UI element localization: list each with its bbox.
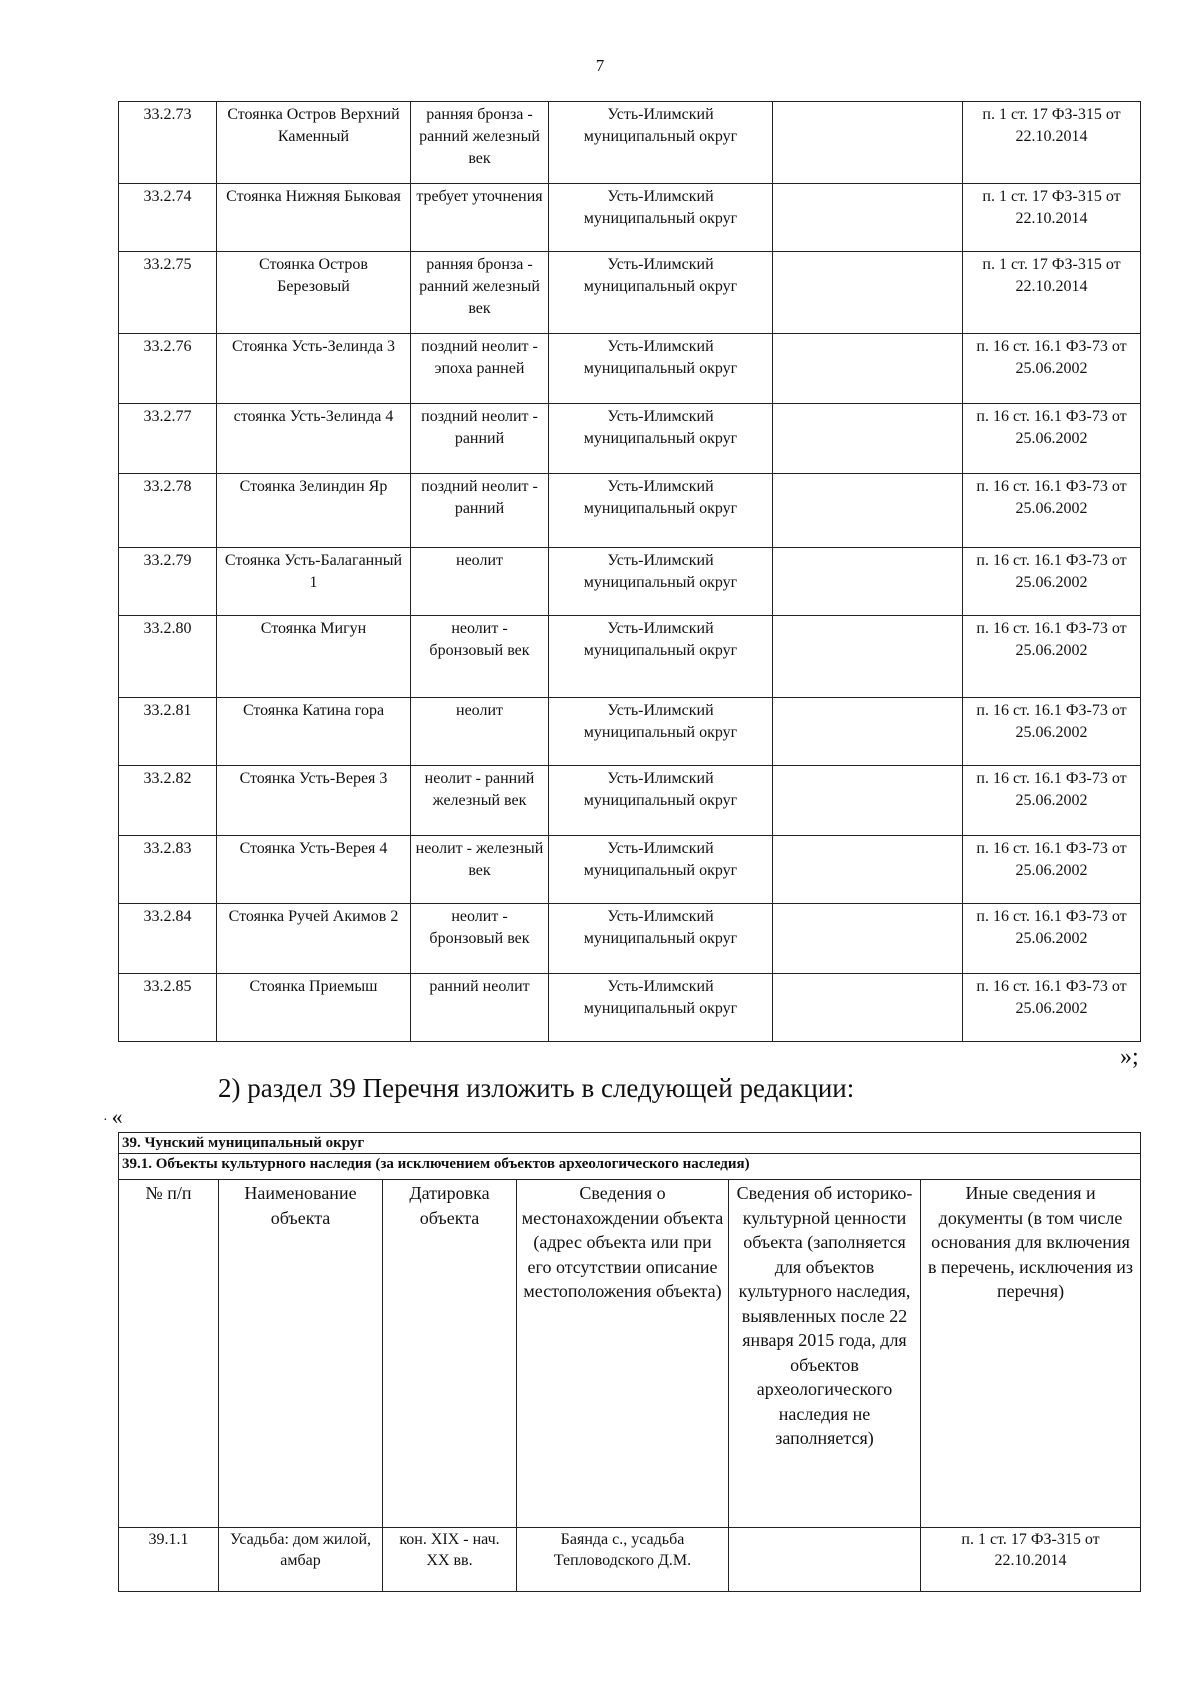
cell-other-documents: п. 16 ст. 16.1 ФЗ-73 от 25.06.2002 [963,334,1141,404]
table-row [119,334,1141,404]
table-row [119,974,1141,1042]
cell-other-documents: п. 16 ст. 16.1 ФЗ-73 от 25.06.2002 [963,698,1141,766]
table-row [119,1528,1141,1592]
closing-quote: »; [1120,1044,1139,1070]
table-row [119,548,1141,616]
cell-name: Стоянка Нижняя Быковая [217,184,411,252]
table-row [119,252,1141,334]
cell-name: Стоянка Усть-Зелинда 3 [217,334,411,404]
cell-other-documents: п. 16 ст. 16.1 ФЗ-73 от 25.06.2002 [963,616,1141,698]
cell-location: Баянда с., усадьба Тепловодского Д.М. [517,1528,729,1592]
cell-name: Стоянка Усть-Верея 4 [217,836,411,904]
cell-other-documents: п. 16 ст. 16.1 ФЗ-73 от 25.06.2002 [963,474,1141,548]
cell-other-documents: п. 16 ст. 16.1 ФЗ-73 от 25.06.2002 [963,974,1141,1042]
cell-historical-value [773,974,963,1042]
cell-name: Стоянка Усть-Верея 3 [217,766,411,836]
cell-historical-value [773,698,963,766]
cell-dating: ранняя бронза - ранний железный век [411,252,549,334]
cell-number: 33.2.82 [119,766,217,836]
cell-historical-value [773,836,963,904]
cell-other-documents: п. 16 ст. 16.1 ФЗ-73 от 25.06.2002 [963,766,1141,836]
heritage-table-continuation [118,101,1141,1042]
cell-other-documents: п. 16 ст. 16.1 ФЗ-73 от 25.06.2002 [963,404,1141,474]
subsection-title: 39.1. Объекты культурного наследия (за исключением объектов археологического наследия) [119,1154,1141,1180]
section-title: 39. Чунский муниципальный округ [119,1133,1141,1154]
cell-location: Усть-Илимский муниципальный округ [549,334,773,404]
cell-number: 33.2.79 [119,548,217,616]
cell-name: Стоянка Усть-Балаганный 1 [217,548,411,616]
cell-number: 33.2.80 [119,616,217,698]
cell-other-documents: п. 1 ст. 17 ФЗ-315 от 22.10.2014 [963,252,1141,334]
cell-dating: неолит [411,698,549,766]
cell-number: 39.1.1 [119,1528,219,1592]
cell-other-documents: п. 16 ст. 16.1 ФЗ-73 от 25.06.2002 [963,904,1141,974]
cell-historical-value [773,904,963,974]
cell-location: Усть-Илимский муниципальный округ [549,836,773,904]
cell-historical-value [773,102,963,184]
cell-location: Усть-Илимский муниципальный округ [549,404,773,474]
table-row [119,616,1141,698]
cell-historical-value [729,1528,921,1592]
section-39-table [118,1132,1141,1592]
cell-name: Стоянка Остров Березовый [217,252,411,334]
header-number: № п/п [119,1180,219,1528]
amendment-instruction: 2) раздел 39 Перечня изложить в следующей редакции: [218,1073,855,1103]
cell-number: 33.2.73 [119,102,217,184]
cell-name: Стоянка Остров Верхний Каменный [217,102,411,184]
cell-dating: поздний неолит - ранний [411,474,549,548]
cell-name: стоянка Усть-Зелинда 4 [217,404,411,474]
header-location: Сведения о местонахождении объекта (адрес объекта или при его отсутствии описание местоположения объекта) [517,1180,729,1528]
cell-location: Усть-Илимский муниципальный округ [549,904,773,974]
cell-historical-value [773,616,963,698]
cell-historical-value [773,252,963,334]
cell-dating: ранняя бронза - ранний железный век [411,102,549,184]
cell-historical-value [773,404,963,474]
cell-location: Усть-Илимский муниципальный округ [549,974,773,1042]
cell-other-documents: п. 1 ст. 17 ФЗ-315 от 22.10.2014 [963,102,1141,184]
header-historical-value: Сведения об историко-культурной ценности объекта (заполняется для объектов культурного наследия, выявленных после 22 января 2015 года, для объектов археологического наследия не заполняется) [729,1180,921,1528]
cell-historical-value [773,334,963,404]
cell-number: 33.2.76 [119,334,217,404]
cell-name: Стоянка Катина гора [217,698,411,766]
cell-number: 33.2.85 [119,974,217,1042]
cell-location: Усть-Илимский муниципальный округ [549,102,773,184]
cell-dating: неолит - железный век [411,836,549,904]
cell-historical-value [773,184,963,252]
header-dating: Датировка объекта [383,1180,517,1528]
cell-dating: требует уточнения [411,184,549,252]
cell-historical-value [773,548,963,616]
header-name: Наименование объекта [219,1180,383,1528]
table-row [119,184,1141,252]
cell-other-documents: п. 1 ст. 17 ФЗ-315 от 22.10.2014 [921,1528,1141,1592]
cell-location: Усть-Илимский муниципальный округ [549,616,773,698]
cell-number: 33.2.77 [119,404,217,474]
cell-location: Усть-Илимский муниципальный округ [549,252,773,334]
cell-name: Стоянка Мигун [217,616,411,698]
table-row [119,766,1141,836]
cell-location: Усть-Илимский муниципальный округ [549,698,773,766]
cell-number: 33.2.84 [119,904,217,974]
cell-dating: неолит [411,548,549,616]
cell-name: Усадьба: дом жилой, амбар [219,1528,383,1592]
cell-dating: поздний неолит - эпоха ранней [411,334,549,404]
cell-dating: неолит - бронзовый век [411,904,549,974]
opening-quote: · « [103,1104,123,1129]
table-row [119,836,1141,904]
table-row [119,474,1141,548]
cell-name: Стоянка Зелиндин Яр [217,474,411,548]
opening-quote-mark: « [111,1104,123,1129]
cell-other-documents: п. 16 ст. 16.1 ФЗ-73 от 25.06.2002 [963,836,1141,904]
cell-location: Усть-Илимский муниципальный округ [549,184,773,252]
cell-dating: неолит - бронзовый век [411,616,549,698]
cell-dating: кон. XIX - нач. XX вв. [383,1528,517,1592]
table-row [119,404,1141,474]
cell-number: 33.2.75 [119,252,217,334]
cell-number: 33.2.83 [119,836,217,904]
page-number: 7 [595,56,605,75]
cell-number: 33.2.81 [119,698,217,766]
cell-name: Стоянка Приемыш [217,974,411,1042]
table-row [119,904,1141,974]
header-other-documents: Иные сведения и документы (в том числе основания для включения в перечень, исключения из перечня) [921,1180,1141,1528]
cell-location: Усть-Илимский муниципальный округ [549,766,773,836]
cell-historical-value [773,766,963,836]
table-row [119,698,1141,766]
cell-number: 33.2.74 [119,184,217,252]
cell-location: Усть-Илимский муниципальный округ [549,474,773,548]
cell-dating: поздний неолит - ранний [411,404,549,474]
cell-other-documents: п. 1 ст. 17 ФЗ-315 от 22.10.2014 [963,184,1141,252]
cell-dating: неолит - ранний железный век [411,766,549,836]
cell-number: 33.2.78 [119,474,217,548]
cell-other-documents: п. 16 ст. 16.1 ФЗ-73 от 25.06.2002 [963,548,1141,616]
cell-dating: ранний неолит [411,974,549,1042]
table-row [119,102,1141,184]
cell-historical-value [773,474,963,548]
cell-name: Стоянка Ручей Акимов 2 [217,904,411,974]
cell-location: Усть-Илимский муниципальный округ [549,548,773,616]
